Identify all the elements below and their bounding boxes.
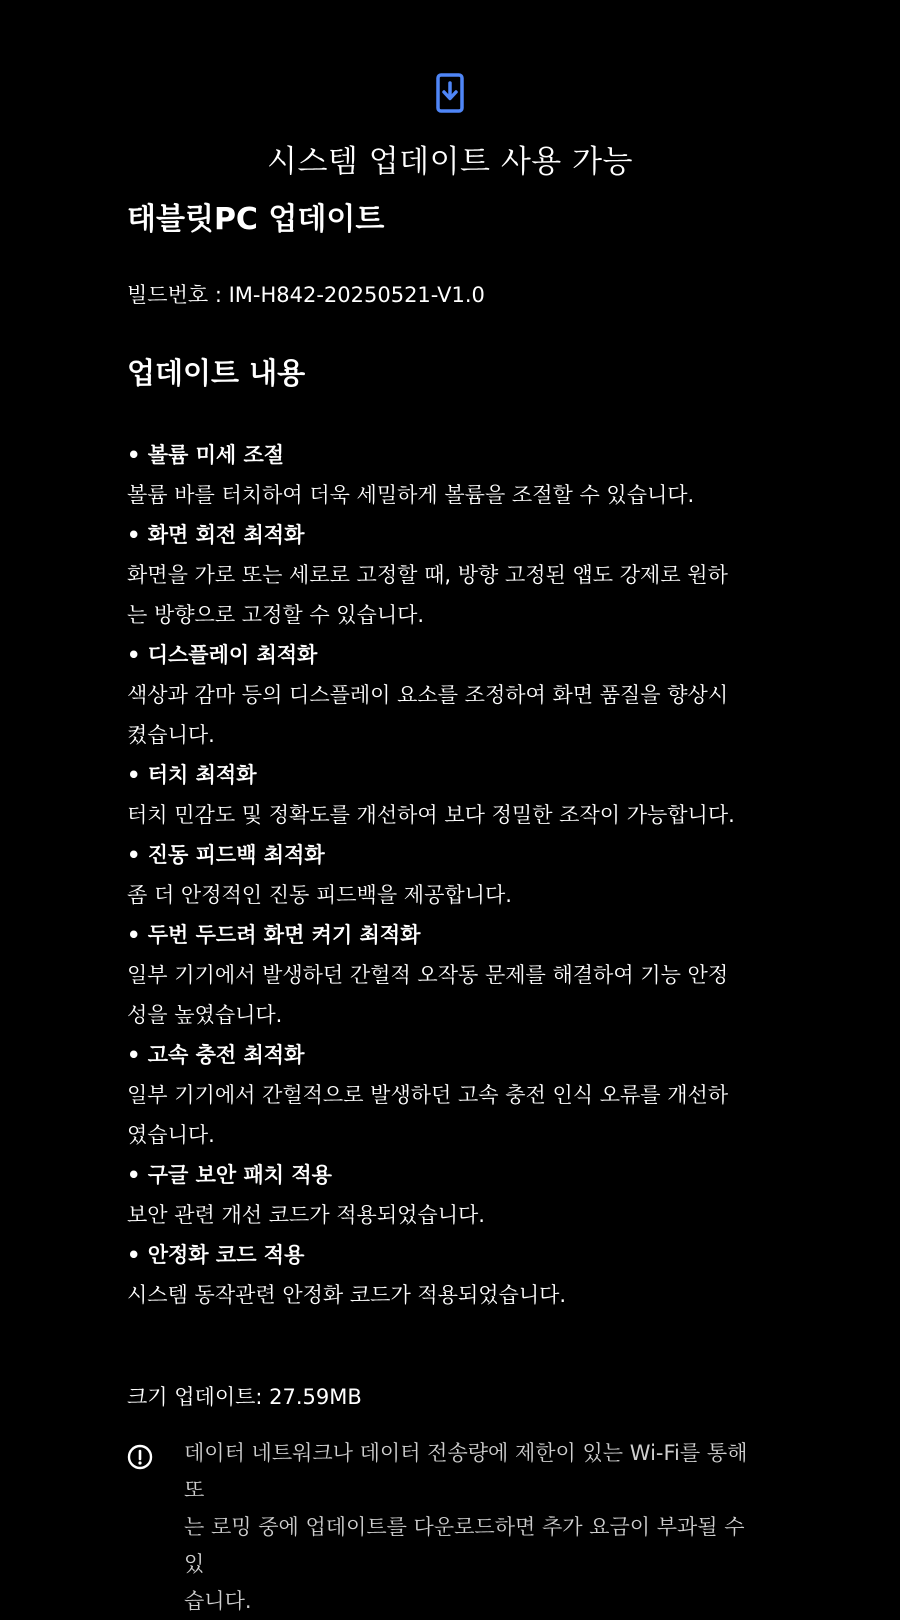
note-body: 보안 관련 개선 코드가 적용되었습니다. (127, 1203, 485, 1227)
note-heading: • 진동 피드백 최적화 (127, 843, 325, 867)
warning-line: 는 로밍 중에 업데이트를 다운로드하면 추가 요금이 부과될 수 있 (184, 1515, 745, 1576)
phone-download-icon (436, 73, 464, 113)
note-item (127, 915, 777, 1035)
release-notes (127, 435, 777, 1315)
warning-text (184, 1435, 769, 1620)
screen-title: 시스템 업데이트 사용 가능 (267, 144, 633, 180)
product-title: 태블릿PC 업데이트 (127, 202, 385, 237)
note-item (127, 755, 777, 835)
data-charge-warning (127, 1435, 777, 1620)
warning-line: 데이터 네트워크나 데이터 전송량에 제한이 있는 Wi-Fi를 통해 또 (184, 1441, 748, 1502)
note-body: 볼륨 바를 터치하여 더욱 세밀하게 볼륨을 조절할 수 있습니다. (127, 483, 695, 507)
update-details (127, 198, 777, 1315)
note-body: 화면을 가로 또는 세로로 고정할 때, 방향 고정된 앱도 강제로 원하 (127, 563, 728, 587)
note-body: 터치 민감도 및 정확도를 개선하여 보다 정밀한 조작이 가능합니다. (127, 803, 735, 827)
note-item (127, 835, 777, 915)
warning-line: 습니다. (184, 1589, 252, 1613)
note-item (127, 1155, 777, 1235)
note-heading: • 화면 회전 최적화 (127, 523, 305, 547)
note-heading: • 두번 두드려 화면 켜기 최적화 (127, 923, 421, 947)
note-item (127, 515, 777, 635)
note-body: 였습니다. (127, 1123, 215, 1147)
note-body: 좀 더 안정적인 진동 피드백을 제공합니다. (127, 883, 512, 907)
note-item (127, 1235, 777, 1315)
note-item (127, 635, 777, 755)
info-circle-icon (127, 1444, 153, 1470)
note-body: 일부 기기에서 간헐적으로 발생하던 고속 충전 인식 오류를 개선하 (127, 1083, 729, 1107)
note-heading: • 디스플레이 최적화 (127, 643, 318, 667)
note-body: 색상과 감마 등의 디스플레이 요소를 조정하여 화면 품질을 향상시 (127, 683, 729, 707)
note-heading: • 터치 최적화 (127, 763, 257, 787)
update-size: 크기 업데이트: 27.59MB (127, 1385, 362, 1409)
note-item (127, 435, 777, 515)
build-number: 빌드번호 : IM-H842-20250521-V1.0 (127, 283, 485, 307)
note-heading: • 구글 보안 패치 적용 (127, 1163, 332, 1187)
note-body: 는 방향으로 고정할 수 있습니다. (127, 603, 425, 627)
note-body: 성을 높였습니다. (127, 1003, 283, 1027)
note-item (127, 1035, 777, 1155)
note-heading: • 안정화 코드 적용 (127, 1243, 305, 1267)
note-body: 켰습니다. (127, 723, 215, 747)
note-heading: • 고속 충전 최적화 (127, 1043, 305, 1067)
note-body: 일부 기기에서 발생하던 간헐적 오작동 문제를 해결하여 기능 안정 (127, 963, 729, 987)
note-body: 시스템 동작관련 안정화 코드가 적용되었습니다. (127, 1283, 567, 1307)
note-heading: • 볼륨 미세 조절 (127, 443, 285, 467)
section-title: 업데이트 내용 (127, 356, 306, 390)
